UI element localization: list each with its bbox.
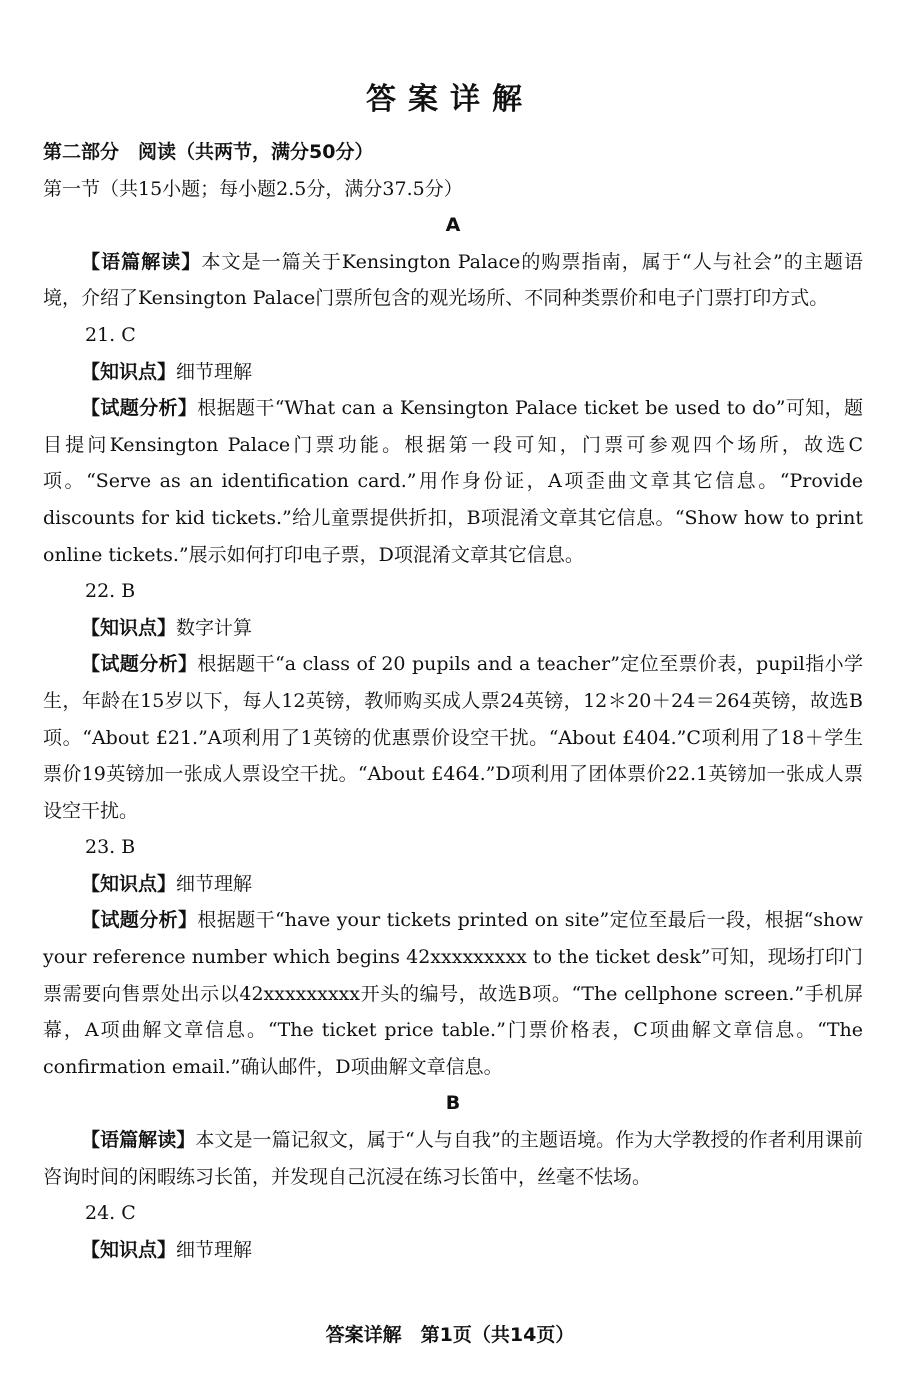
q22-analysis (43, 646, 863, 829)
reading-text: 本文是一篇关于Kensington Palace的购票指南，属于“人与社会”的主题语境，介绍了Kensington Palace门票所包含的观光场所、不同种类票价和电子门票打印方式。 (43, 250, 863, 310)
analysis-text: 根据题干“a class of 20 pupils and a teacher”定位至票价表，pupil指小学生，年龄在15岁以下，每人12英镑，教师购买成人票24英镑，12＊20＋24＝264英镑，故选B项。“About £21.”A项利用了1英镑的优惠票价设空干扰。“About £404.”C项利用了18＋学生票价19英镑加一张成人票设空干扰。“About £464.”D项利用了团体票价22.1英镑加一张成人票设空干扰。 (43, 653, 863, 822)
q23-analysis (43, 902, 863, 1085)
q24-knowledge-point (43, 1232, 863, 1269)
reading-tag: 【语篇解读】 (81, 250, 202, 273)
q23-knowledge-point (43, 866, 863, 903)
kp-text: 细节理解 (176, 1238, 253, 1261)
part-heading: 第二部分 阅读（共两节，满分50分） (43, 141, 374, 163)
q21-analysis (43, 390, 863, 573)
q21-knowledge-point (43, 354, 863, 391)
passage-b-letter: B (445, 1092, 461, 1115)
page-footer: 答案详解 第1页（共14页） (325, 1324, 575, 1346)
analysis-text: 根据题干“have your tickets printed on site”定位至最后一段，根据“show your reference number which begins 42xxxxxxxxx to the ticket desk”可知，现场打印门票需要向售票处出示以42xxxxxxxxx开头的编号，故选B项。“The cellphone screen.”手机屏幕，A项曲解文章信息。“The ticket price table.”门票价格表，C项曲解文章信息。“The confirmation email.”确认邮件，D项曲解文章信息。 (43, 909, 863, 1078)
reading-tag: 【语篇解读】 (81, 1129, 196, 1152)
kp-tag: 【知识点】 (81, 360, 177, 383)
reading-text: 本文是一篇记叙文，属于“人与自我”的主题语境。作为大学教授的作者利用课前咨询时间的闲暇练习长笛，并发现自己沉浸在练习长笛中，丝毫不怯场。 (43, 1129, 863, 1188)
section-heading: 第一节（共15小题；每小题2.5分，满分37.5分） (43, 177, 463, 200)
analysis-tag: 【试题分析】 (81, 909, 198, 932)
passage-b-reading (43, 1122, 863, 1195)
q24-answer: 24. C (85, 1202, 136, 1225)
passage-a-letter: A (445, 214, 461, 237)
passage-a-reading (43, 244, 863, 317)
kp-text: 细节理解 (176, 872, 253, 895)
kp-text: 数字计算 (176, 616, 253, 639)
q22-knowledge-point (43, 610, 863, 647)
q21-answer: 21. C (85, 323, 136, 346)
kp-tag: 【知识点】 (81, 616, 177, 639)
page-title: 答案详解 (366, 82, 534, 117)
document-body (43, 134, 863, 1268)
analysis-text: 根据题干“What can a Kensington Palace ticket be used to do”可知，题目提问Kensington Palace门票功能。根据第一段可知，门票可参观四个场所，故选C项。“Serve as an identification card.”用作身份证，A项歪曲文章其它信息。“Provide discounts for kid tickets.”给儿童票提供折扣，B项混淆文章其它信息。“Show how to print online tickets.”展示如何打印电子票，D项混淆文章其它信息。 (43, 397, 863, 566)
kp-tag: 【知识点】 (81, 872, 177, 895)
analysis-tag: 【试题分析】 (81, 653, 198, 676)
kp-tag: 【知识点】 (81, 1238, 177, 1261)
kp-text: 细节理解 (176, 360, 253, 383)
q23-answer: 23. B (85, 836, 136, 859)
analysis-tag: 【试题分析】 (81, 397, 198, 420)
q22-answer: 22. B (85, 580, 136, 603)
